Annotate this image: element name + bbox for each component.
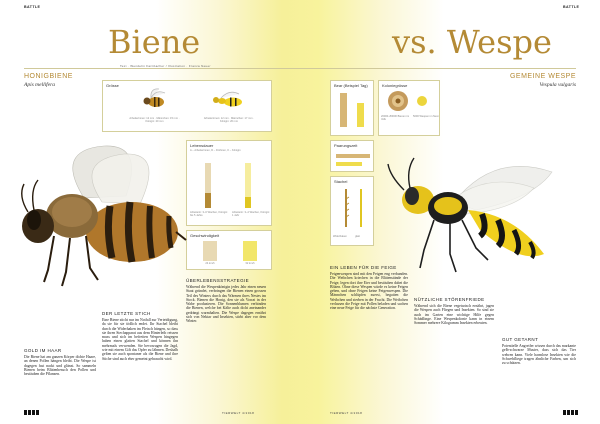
speed-box-title: Geschwindigkeit [190, 233, 220, 238]
pasture-infobox [330, 140, 374, 172]
colony-wasp-caption: 5000 Wespen im Nest [413, 115, 439, 118]
footer-right: TIERWELT 4/2018 [330, 411, 363, 415]
honey-body: Die Biene hat am ganzen Körper dichte Haare, an denen Pollen hängen bleibt. Die Wespe ist dagegen fast nackt und glänzt. So sammeln Bienen beim Blütenbesuch den Pollen und bestäuben die Pflanzen. [24, 355, 96, 377]
wasp-camo-heading: GUT GETARNT [502, 337, 539, 342]
speed-bee-caption: 24 km/h [205, 262, 215, 265]
bear-box-title: Bear (Beispiel Tag) [334, 83, 368, 88]
colony-circles [387, 90, 433, 112]
wasp-silhouette-icon [211, 87, 245, 113]
size-wasp-caption: Arbeiterinnen: 12 mm · Männchen: 17 mm · Königin: 20 mm [203, 117, 255, 124]
wasp-latin-name: Vespula vulgaris [539, 82, 576, 88]
lifespan-wasp-caption: Arbeiterin: 3–4 Wochen, Königin: 1 Jahr [232, 211, 270, 218]
header-label-right: BATTLE [563, 5, 580, 9]
wasp-fig-heading: EIN LEBEN FÜR DIE FEIGE [330, 265, 397, 270]
colony-bee-caption: 20000–80000 Bienen im Volk [381, 115, 410, 122]
lifespan-legend: A – Arbeiterinnen, D – Drohnen, K – Königin [190, 149, 241, 152]
bee-lifespan-bar [205, 193, 211, 208]
honey-heading: GOLD IM HAAR [24, 348, 62, 353]
colony-box-title: Koloniegrösse [382, 83, 408, 88]
bee-illustration [14, 140, 204, 290]
wasp-speed-bar [243, 241, 257, 261]
wasp-fig-body: Feigenwespen sind mit den Feigen eng verbunden. Die Weibchen kriechen in die Blütenstände der Feige, legen dort ihre Eier und bestäuben dabei die Blüten. Ohne diese Wespen würde es keine Feigen geben, und ohne Feigen keine Feigenwespen. Die Männchen schlüpfen zuerst, begatten die Weibchen und sterben in der Frucht. Die Weibchen verlassen die Feige mit Pollen beladen und suchen eine neue Feige für die nächste Generation. [330, 272, 408, 311]
sting-bee-caption: Widerhaken [333, 235, 347, 238]
colony-infobox [378, 80, 440, 136]
bee-silhouette-icon [139, 87, 169, 113]
page-number-right [563, 410, 578, 415]
lifespan-box-title: Lebensdauer [190, 143, 214, 148]
wasp-useful-body: Während sich die Biene vegetarisch ernährt, jagen die Wespen auch Fliegen und Insekten. So sind sie auch im Garten eine wichtige Hilfe gegen Schädlinge. Eine Wespenkolonie kann in einem Sommer mehrere Kilogramm Insekten erbeuten. [414, 304, 494, 326]
bear-infobox [330, 80, 374, 136]
bee-survival-body: Während die Wespenkönigin jedes Jahr einen neuen Staat gründet, verbringen die Bienen einen grossen Teil des Winters durch das Wärmen ihres Nestes im Stock. Bienen die Honig, den sie als Vorrat in der Wabe produzieren. Die Sonnenblumen verbinden die Bienen, welche bei Kälte auch dicht aneinander gedrängt warmhalten. Die Wespe dagegen ernährt sich von Nektar und Insekten, stirbt aber vor dem Winter. [186, 285, 266, 324]
bee-survival-heading: ÜBERLEBENSSTRATEGIE [186, 278, 250, 283]
wasp-camo-body: Potentielle Angreifer wissen durch das markante gelb-schwarze Muster, dass sich das Tier wehren kann. Viele harmlose Insekten wie die Schwebfliege tragen ähnliche Farben, um sich zu schützen. [502, 344, 576, 366]
size-bee-caption: Arbeiterinnen: 12 mm · Männchen: 15 mm · Königin: 20 mm [129, 117, 180, 124]
title-divider [24, 68, 576, 69]
size-box-title: Grösse [106, 83, 119, 88]
sting-icons [339, 187, 369, 231]
title-bee: Biene [108, 23, 201, 61]
bee-species-name: HONIGBIENE [24, 73, 73, 80]
wasp-bear-bar [357, 103, 364, 127]
wasp-species-name: GEMEINE WESPE [509, 73, 576, 80]
header-label-left: BATTLE [24, 5, 41, 9]
footer-left: TIERWELT 4/2018 [222, 411, 255, 415]
bee-latin-name: Apis mellifera [24, 82, 56, 88]
wasp-pasture-bar [336, 162, 362, 166]
sting-infobox [330, 176, 374, 246]
lifespan-bee-caption: Arbeiterin: 3–6 Wochen, Königin: bis 5 Jahre [190, 211, 228, 218]
sting-box-title: Stachel [334, 179, 348, 184]
sting-wasp-caption: glatt [355, 235, 360, 238]
page-number-left [24, 410, 39, 415]
bee-pasture-bar [336, 154, 370, 158]
wasp-illustration [384, 150, 574, 280]
wasp-lifespan-bar [245, 197, 251, 208]
size-infobox [102, 80, 272, 132]
pasture-box-title: Paarungszeit [334, 143, 358, 148]
bee-speed-bar [203, 241, 217, 261]
bee-sting-heading: DER LETZTE STICH [102, 311, 151, 316]
bee-bear-bar [340, 93, 347, 127]
speed-wasp-caption: 32 km/h [245, 262, 255, 265]
bee-sting-body: Eine Biene sticht nur im Notfall zur Verteidigung, da sie für sie tödlich endet. Ihr Stachel bleibt durch die Widerhaken im Fleisch hängen, so dass sie ihren Stechapparat aus dem Hinterleib reissen muss und sich im befreiten Wespen hingegen haben einen glatten Stachel und können ihn mehrmals verwenden. Sie bevorzugen die Jagd, wie mit einem Gift das Opfer zu lähmen. Deshalb gelten sie auch spontaner als die Biene und ihre Stiche sind auch eher gemeint gebraucht wird. [102, 318, 178, 361]
credit-line: Text · Wendelin Farnbacher / Illustration · Franca Neuer [120, 64, 211, 68]
title-wasp: vs. Wespe [392, 23, 552, 61]
wasp-useful-heading: NÜTZLICHE STÖRENFRIEDE [414, 297, 485, 302]
